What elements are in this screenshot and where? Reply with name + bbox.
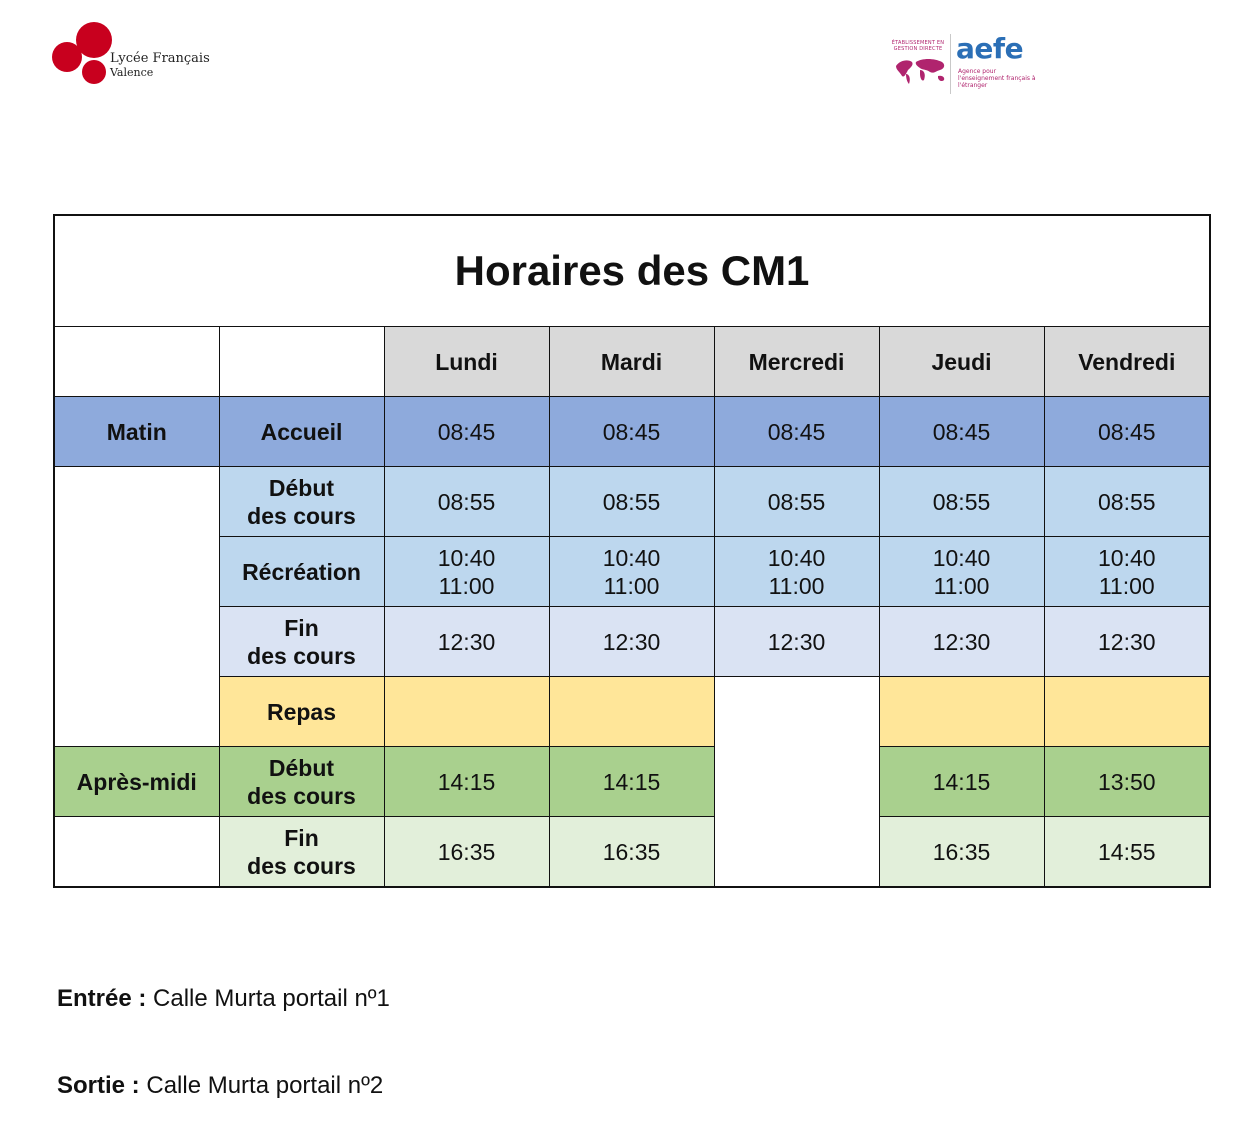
time-cell: 14:15: [879, 747, 1044, 817]
day-header-vendredi: Vendredi: [1044, 327, 1210, 397]
row-label-debut-apm: [219, 747, 384, 817]
empty-section-cell: [54, 817, 219, 888]
day-header-mercredi: Mercredi: [714, 327, 879, 397]
logo-dot: [60, 74, 70, 84]
time-cell: 08:55: [1044, 467, 1210, 537]
time-range-cell: [879, 537, 1044, 607]
label-line: Début: [268, 754, 335, 781]
time-cell: 08:45: [1044, 397, 1210, 467]
aefe-status-text: ÉTABLISSEMENT EN GESTION DIRECTE: [891, 40, 945, 52]
time-cell: 12:30: [879, 607, 1044, 677]
repas-cell: [879, 677, 1044, 747]
time-cell: 12:30: [1044, 607, 1210, 677]
day-header-jeudi: Jeudi: [879, 327, 1044, 397]
empty-section-cell: [54, 467, 219, 747]
time-cell: 14:55: [1044, 817, 1210, 888]
label-line: des cours: [247, 852, 356, 879]
label-line: Fin: [284, 824, 319, 851]
aefe-wordmark: aefe: [956, 32, 1024, 65]
time-start: 10:40: [437, 544, 496, 571]
label-line: des cours: [247, 502, 356, 529]
logo-school-name: Lycée Français: [110, 51, 210, 66]
row-label-fin-matin: [219, 607, 384, 677]
section-label-apres-midi: Après-midi: [54, 747, 219, 817]
time-range-cell: [1044, 537, 1210, 607]
time-cell: 12:30: [384, 607, 549, 677]
label-line: des cours: [247, 782, 356, 809]
time-cell: 08:45: [714, 397, 879, 467]
row-label-debut-matin: [219, 467, 384, 537]
exit-text: Calle Murta portail nº2: [139, 1072, 384, 1099]
time-end: 11:00: [1098, 572, 1155, 599]
time-end: 11:00: [438, 572, 495, 599]
time-start: 10:40: [767, 544, 826, 571]
repas-cell: [1044, 677, 1210, 747]
section-label-matin: Matin: [54, 397, 219, 467]
time-cell: 08:45: [549, 397, 714, 467]
exit-label: Sortie :: [57, 1072, 140, 1099]
time-cell: 14:15: [384, 747, 549, 817]
empty-cell: [219, 327, 384, 397]
logo-dot: [82, 60, 106, 84]
time-cell: 08:55: [549, 467, 714, 537]
repas-cell: [549, 677, 714, 747]
time-cell: 08:55: [384, 467, 549, 537]
time-end: 11:00: [768, 572, 825, 599]
time-cell: 08:45: [384, 397, 549, 467]
row-label-fin-apm: [219, 817, 384, 888]
time-cell: 12:30: [549, 607, 714, 677]
day-header-lundi: Lundi: [384, 327, 549, 397]
time-cell: 08:55: [714, 467, 879, 537]
row-label-accueil: Accueil: [219, 397, 384, 467]
logo-city: Valence: [110, 66, 154, 79]
entrance-note: [57, 985, 390, 1013]
logo-text: [110, 52, 210, 80]
time-start: 10:40: [932, 544, 991, 571]
entrance-label: Entrée :: [57, 985, 147, 1012]
schedule-table: [53, 214, 1211, 888]
mercredi-afternoon-empty: [714, 677, 879, 888]
time-cell: 13:50: [1044, 747, 1210, 817]
time-range-cell: [549, 537, 714, 607]
schedule-title: Horaires des CM1: [54, 215, 1210, 327]
time-cell: 16:35: [879, 817, 1044, 888]
label-line: Fin: [284, 614, 319, 641]
time-cell: 12:30: [714, 607, 879, 677]
exit-note: [57, 1072, 383, 1100]
repas-cell: [384, 677, 549, 747]
label-line: des cours: [247, 642, 356, 669]
aefe-logo: [888, 32, 1038, 96]
time-start: 10:40: [1097, 544, 1156, 571]
label-line: Début: [268, 474, 335, 501]
logo-dot: [52, 42, 82, 72]
world-map-icon: [894, 56, 948, 86]
time-end: 11:00: [603, 572, 660, 599]
time-cell: 16:35: [384, 817, 549, 888]
empty-cell: [54, 327, 219, 397]
time-range-cell: [714, 537, 879, 607]
aefe-subtitle: Agence pour l'enseignement français à l'étranger: [958, 68, 1036, 89]
logo-divider: [950, 34, 951, 94]
day-header-mardi: Mardi: [549, 327, 714, 397]
time-end: 11:00: [933, 572, 990, 599]
time-cell: 14:15: [549, 747, 714, 817]
time-start: 10:40: [602, 544, 661, 571]
time-cell: 16:35: [549, 817, 714, 888]
schedule-table-container: [53, 214, 1211, 895]
time-cell: 08:55: [879, 467, 1044, 537]
row-label-repas: Repas: [219, 677, 384, 747]
lycee-francais-logo: [52, 22, 222, 88]
time-range-cell: [384, 537, 549, 607]
row-label-recreation: Récréation: [219, 537, 384, 607]
time-cell: 08:45: [879, 397, 1044, 467]
entrance-text: Calle Murta portail nº1: [146, 985, 390, 1012]
